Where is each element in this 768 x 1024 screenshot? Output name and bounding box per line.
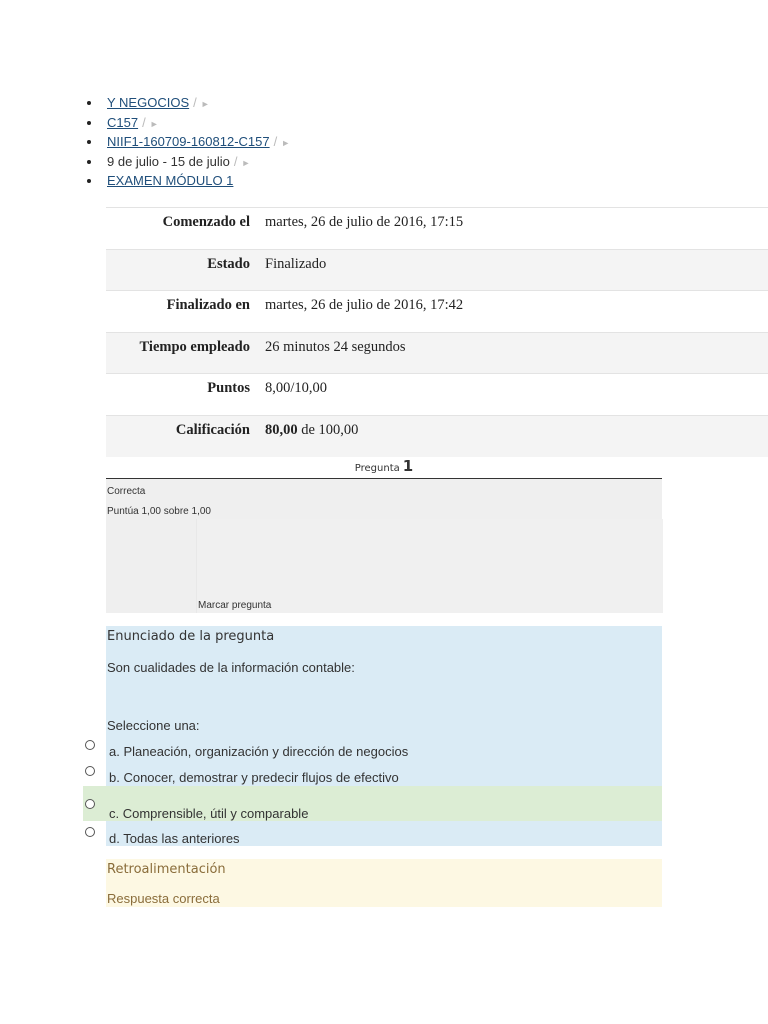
- summary-row-state: [106, 249, 768, 291]
- summary-row-time-taken: [106, 332, 768, 374]
- summary-label: Estado: [106, 249, 257, 291]
- feedback-text: Respuesta correcta: [107, 891, 220, 906]
- summary-row-marks: [106, 374, 768, 416]
- question-heading: Enunciado de la pregunta: [107, 629, 275, 644]
- radio-button[interactable]: [85, 740, 95, 750]
- question-prefix: Pregunta: [354, 463, 400, 474]
- summary-label: Finalizado en: [106, 291, 257, 333]
- breadcrumb-separator: /: [142, 114, 146, 130]
- breadcrumb-arrow-icon: ►: [281, 138, 291, 148]
- breadcrumb-separator: /: [273, 134, 278, 149]
- question-state: Correcta: [107, 486, 146, 497]
- question-text: Son cualidades de la información contable:: [107, 660, 355, 675]
- breadcrumb-arrow-icon: ►: [149, 118, 159, 129]
- question-header: [106, 457, 662, 479]
- breadcrumb: [107, 94, 290, 192]
- flag-question-link[interactable]: Marcar pregunta: [198, 600, 272, 611]
- answer-option-a[interactable]: [83, 738, 662, 764]
- summary-value: 26 minutos 24 segundos: [257, 332, 768, 374]
- summary-value: Finalizado: [257, 249, 768, 291]
- breadcrumb-section: 9 de julio - 15 de julio: [107, 153, 230, 169]
- breadcrumb-link-course-category[interactable]: Y NEGOCIOS: [107, 95, 190, 110]
- summary-row-grade: [106, 415, 768, 457]
- radio-button[interactable]: [85, 827, 95, 837]
- radio-button[interactable]: [85, 799, 95, 809]
- breadcrumb-link-exam[interactable]: EXAMEN MÓDULO 1: [107, 173, 234, 188]
- question-info-panel: [196, 519, 663, 613]
- summary-label: Tiempo empleado: [106, 332, 257, 374]
- answer-label: a. Planeación, organización y dirección de negocios: [109, 744, 409, 759]
- grade-total: de 100,00: [301, 421, 359, 438]
- summary-label: Calificación: [106, 415, 257, 457]
- summary-label: Comenzado el: [106, 208, 257, 250]
- breadcrumb-item: [107, 153, 290, 173]
- question-number: 1: [402, 457, 414, 475]
- summary-row-completed: [106, 291, 768, 333]
- breadcrumb-separator: /: [193, 95, 197, 110]
- summary-row-started: [106, 208, 768, 250]
- summary-value: 8,00/10,00: [257, 374, 768, 416]
- breadcrumb-link-group[interactable]: NIIF1-160709-160812-C157: [107, 134, 270, 149]
- breadcrumb-link-course[interactable]: C157: [107, 114, 139, 130]
- question-grade: Puntúa 1,00 sobre 1,00: [107, 506, 211, 517]
- answer-label: b. Conocer, demostrar y predecir flujos de efectivo: [109, 770, 399, 785]
- breadcrumb-item: [107, 133, 290, 153]
- breadcrumb-item: [107, 114, 290, 134]
- radio-button[interactable]: [85, 766, 95, 776]
- attempt-summary-table: [106, 207, 768, 457]
- breadcrumb-arrow-icon: ►: [200, 99, 210, 109]
- answer-label: c. Comprensible, útil y comparable: [109, 806, 309, 821]
- summary-value: martes, 26 de julio de 2016, 17:15: [257, 208, 768, 250]
- breadcrumb-arrow-icon: ►: [241, 157, 251, 168]
- answer-option-d[interactable]: [83, 825, 662, 851]
- summary-value: martes, 26 de julio de 2016, 17:42: [257, 291, 768, 333]
- breadcrumb-separator: /: [233, 153, 238, 169]
- summary-label: Puntos: [106, 374, 257, 416]
- breadcrumb-item: [107, 172, 290, 192]
- feedback-heading: Retroalimentación: [107, 862, 226, 877]
- answer-label: d. Todas las anteriores: [109, 831, 240, 846]
- feedback-box: [106, 859, 662, 907]
- answer-option-c[interactable]: [83, 786, 662, 821]
- breadcrumb-item: [107, 94, 290, 114]
- answer-prompt: Seleccione una:: [107, 718, 200, 733]
- grade-value: 80,00: [265, 421, 298, 438]
- summary-value: [257, 415, 768, 457]
- question-info-box: [106, 479, 662, 613]
